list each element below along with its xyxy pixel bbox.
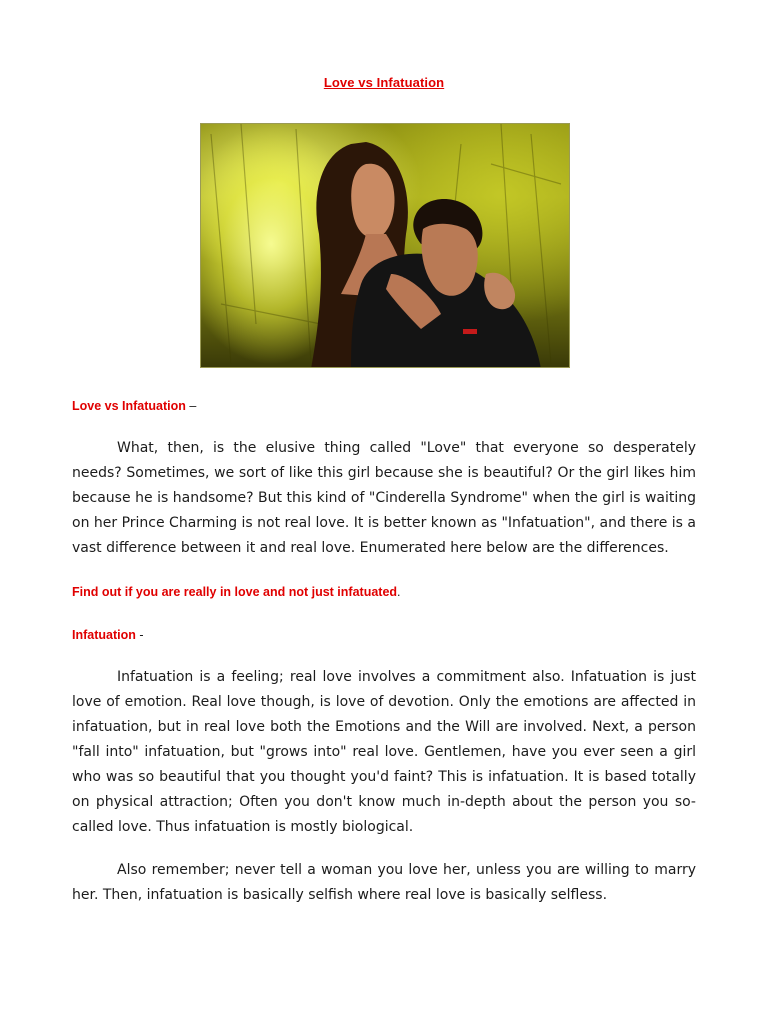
shirt-logo — [463, 329, 477, 334]
callout-text: Find out if you are really in love and not just infatuated — [72, 585, 398, 599]
couple-photo — [200, 123, 570, 368]
section-heading-love-vs-infatuation — [72, 399, 196, 413]
infatuation-paragraph-1: Infatuation is a feeling; real love involves a commitment also. Infatuation is just love of emotion. Real love though, is love of devotion. Only the emotions are affected in infatuation, but in real love both the Emotions and the Will are involved. Next, a person "fall into" infatuation, but "grows into" real love. Gentlemen, have you ever seen a girl who was so beautiful that you thought you'd faint? This is infatuation. It is based totally on physical attraction; Often you don't know much in-depth about the person you so-called love. Thus infatuation is mostly biological. — [72, 669, 696, 835]
callout-line — [72, 585, 401, 599]
infatuation-heading-dash: - — [135, 628, 144, 642]
section-heading-infatuation — [72, 628, 144, 642]
document-title: Love vs Infatuation — [323, 75, 445, 90]
section-heading-text: Love vs Infatuation — [72, 399, 186, 413]
couple-illustration — [201, 124, 570, 368]
intro-paragraph: What, then, is the elusive thing called "Love" that everyone so desperately needs? Sometimes, we sort of like this girl because she is beautiful? Or the girl likes him because he is handsome? But this kind of "Cinderella Syndrome" when the girl is waiting on her Prince Charming is not real love. It is better known as "Infatuation", and there is a vast difference between it and real love. Enumerated here below are the differences. — [72, 440, 696, 556]
infatuation-paragraph-2: Also remember; never tell a woman you love her, unless you are willing to marry her. Then, infatuation is basically selfish where real love is basically selfless. — [72, 862, 696, 903]
infatuation-heading-text: Infatuation — [72, 628, 136, 642]
section-heading-dash: – — [185, 399, 197, 413]
callout-period: . — [397, 585, 401, 599]
